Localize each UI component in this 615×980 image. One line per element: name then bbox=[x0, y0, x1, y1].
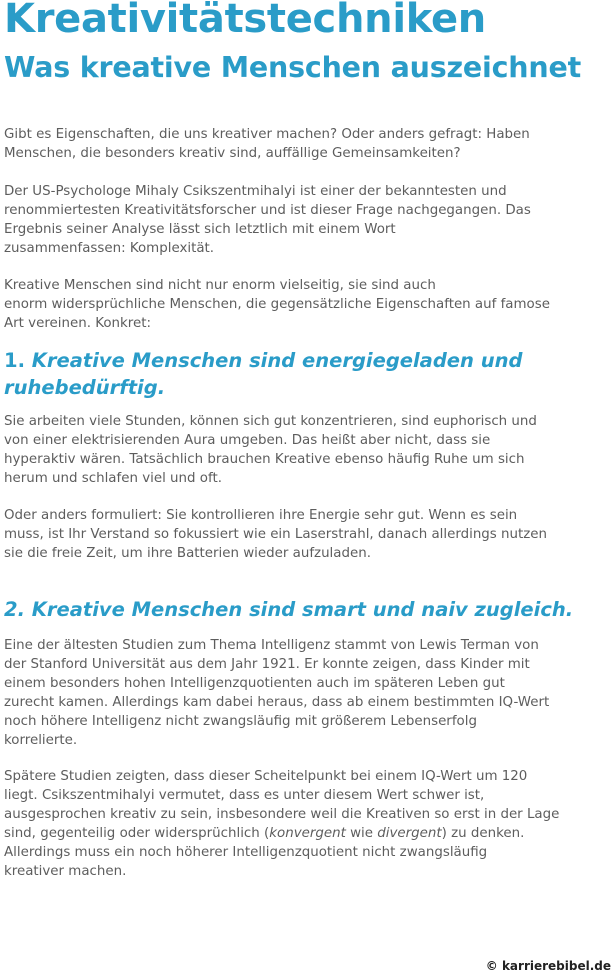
text-line: der Stanford Universität aus dem Jahr 1921. Er konnte zeigen, dass Kinder mit bbox=[4, 657, 530, 672]
text-line: Eine der ältesten Studien zum Thema Intelligenz stammt von Lewis Terman von bbox=[4, 638, 539, 653]
section-2-paragraph-1 bbox=[4, 636, 612, 750]
text-line: hyperaktiv wären. Tatsächlich brauchen Kreative ebenso häufig Ruhe um sich bbox=[4, 452, 525, 467]
text-line: Oder anders formuliert: Sie kontrollieren ihre Energie sehr gut. Wenn es sein bbox=[4, 508, 518, 523]
text-line: noch höhere Intelligenz nicht zwangsläufig mit größerem Lebenserfolg bbox=[4, 714, 477, 729]
intro-paragraph-1 bbox=[4, 125, 612, 163]
heading-text: Kreative Menschen sind energiegeladen und bbox=[31, 349, 523, 372]
intro-paragraph-3 bbox=[4, 276, 612, 333]
text-line: Menschen, die besonders kreativ sind, auffällige Gemeinsamkeiten? bbox=[4, 146, 461, 161]
section-1-heading bbox=[4, 347, 612, 401]
emphasis-konvergent: konvergent bbox=[269, 826, 346, 841]
section-2-heading bbox=[4, 596, 612, 623]
text-line: Art vereinen. Konkret: bbox=[4, 316, 151, 331]
text-line: renommiertesten Kreativitätsforscher und ist dieser Frage nachgegangen. Das bbox=[4, 203, 531, 218]
text-line: zusammenfassen: Komplexität. bbox=[4, 241, 215, 256]
text-line: muss, ist Ihr Verstand so fokussiert wie ein Laserstrahl, danach allerdings nutzen bbox=[4, 527, 548, 542]
section-1-paragraph-1 bbox=[4, 412, 612, 488]
text-line: Gibt es Eigenschaften, die uns kreativer machen? Oder anders gefragt: Haben bbox=[4, 127, 530, 142]
text-line: Sie arbeiten viele Stunden, können sich gut konzentrieren, sind euphorisch und bbox=[4, 414, 537, 429]
text-line: einem besonders hohen Intelligenzquotienten auch im späteren Leben gut bbox=[4, 676, 505, 691]
text-line: sie die freie Zeit, um ihre Batterien wieder aufzuladen. bbox=[4, 546, 371, 561]
text-fragment: sind, gegenteilig oder widersprüchlich ( bbox=[4, 826, 270, 841]
page-title: Kreativitätstechniken bbox=[4, 0, 486, 42]
section-1-paragraph-2 bbox=[4, 506, 612, 563]
emphasis-divergent: divergent bbox=[377, 826, 442, 841]
text-line bbox=[4, 824, 612, 843]
heading-line bbox=[4, 347, 612, 374]
text-line: korrelierte. bbox=[4, 733, 78, 748]
heading-line: 2. Kreative Menschen sind smart und naiv zugleich. bbox=[4, 598, 574, 621]
section-2-paragraph-2 bbox=[4, 767, 612, 881]
intro-paragraph-2 bbox=[4, 182, 612, 258]
page-subtitle: Was kreative Menschen auszeichnet bbox=[4, 51, 581, 84]
text-line: Allerdings muss ein noch höherer Intelligenzquotient nicht zwangsläufig bbox=[4, 845, 488, 860]
text-line: zurecht kamen. Allerdings kam dabei heraus, dass ab einem bestimmten IQ-Wert bbox=[4, 695, 550, 710]
text-line: von einer elektrisierenden Aura umgeben. Das heißt aber nicht, dass sie bbox=[4, 433, 491, 448]
text-line: enorm widersprüchliche Menschen, die gegensätzliche Eigenschaften auf famose bbox=[4, 297, 550, 312]
text-line: kreativer machen. bbox=[4, 864, 127, 879]
copyright-credit: © karrierebibel.de bbox=[485, 959, 611, 973]
text-line: Spätere Studien zeigten, dass dieser Scheitelpunkt bei einem IQ-Wert um 120 bbox=[4, 769, 528, 784]
text-line: Kreative Menschen sind nicht nur enorm vielseitig, sie sind auch bbox=[4, 278, 436, 293]
text-line: herum und schlafen viel und oft. bbox=[4, 471, 222, 486]
section-number: 1. bbox=[4, 349, 25, 372]
text-fragment: wie bbox=[345, 826, 378, 841]
text-line: Der US-Psychologe Mihaly Csikszentmihalyi ist einer der bekanntesten und bbox=[4, 184, 507, 199]
heading-line: ruhebedürftig. bbox=[4, 376, 166, 399]
text-line: liegt. Csikszentmihalyi vermutet, dass es unter diesem Wert schwer ist, bbox=[4, 788, 485, 803]
text-fragment: ) zu denken. bbox=[441, 826, 525, 841]
text-line: ausgesprochen kreativ zu sein, insbesondere weil die Kreativen so erst in der Lage bbox=[4, 807, 560, 822]
text-line: Ergebnis seiner Analyse lässt sich letztlich mit einem Wort bbox=[4, 222, 396, 237]
